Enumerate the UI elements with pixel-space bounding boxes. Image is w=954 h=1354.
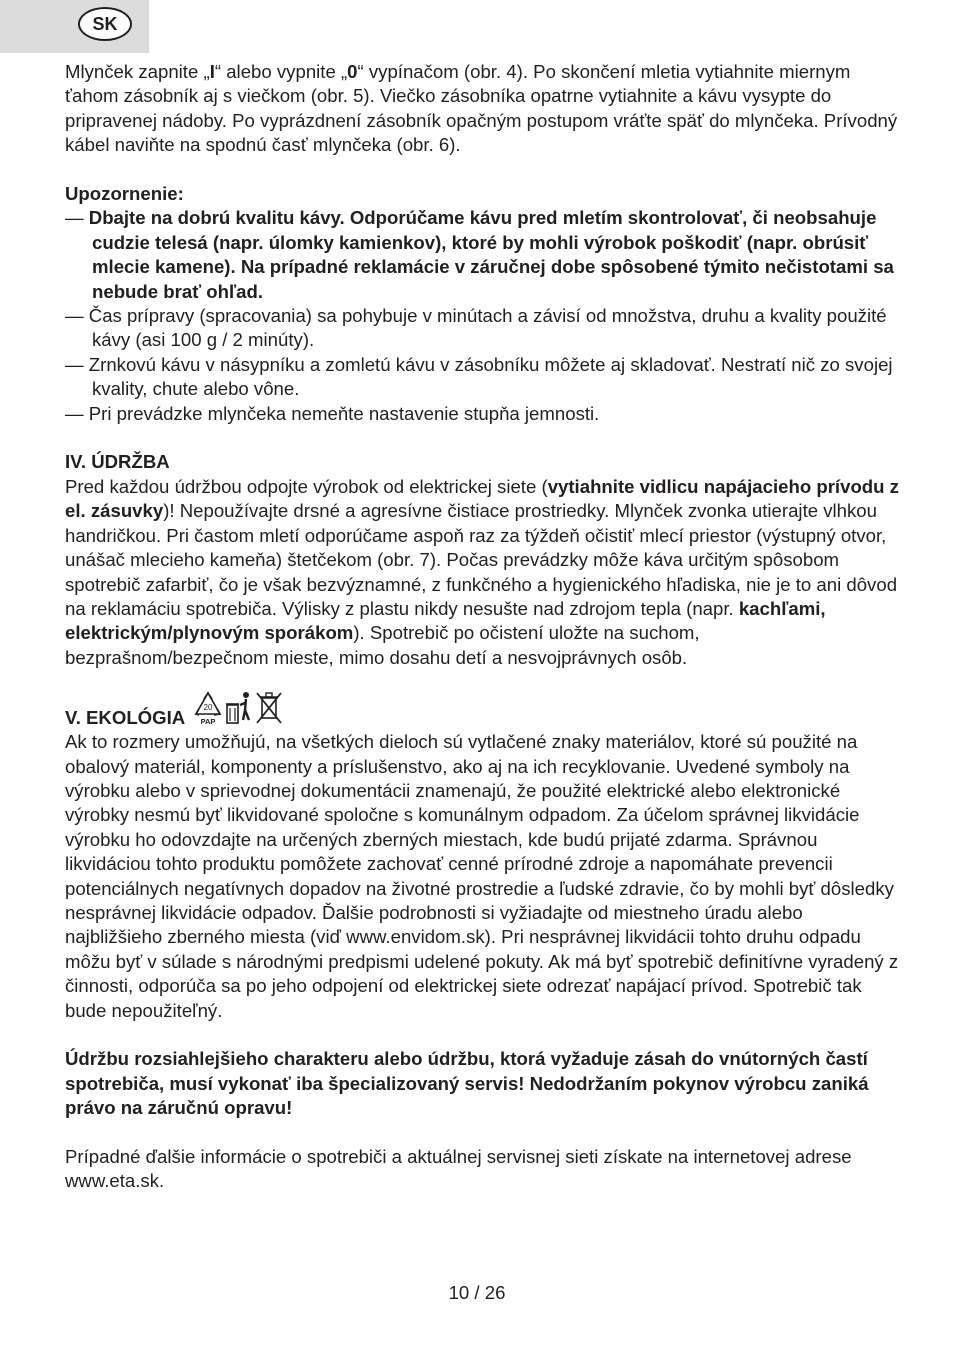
recycle-number: 20 [203,703,213,713]
intro-text-2: “ alebo vypnite „ [214,61,348,82]
maintenance-heat-note: kachľami, elektrickým/plynovým sporákom [65,597,826,644]
warning-item-text: Dbajte na dobrú kvalitu kávy. Odporúčame kávu pred mletím skontrolovať, či neobsahuje cudzie telesá (napr. úlomky kamienkov), ktoré by mohli výrobok poškodiť (napr. obrúsiť mlecie kamene). Na prípadné reklamácie v záručnej dobe spôsobené týmito nečistotami sa nebude brať ohľad. [88,207,894,302]
warning-heading: Upozornenie: [65,183,184,205]
page-content [65,60,901,1194]
warning-item-text: Čas prípravy (spracovania) sa pohybuje v minútach a závisí od množstva, druhu a kvality použité kávy (asi 100 g / 2 minúty). [88,305,887,351]
warning-item-coffee-quality [65,206,901,304]
maintenance-text-1: Pred každou údržbou odpojte výrobok od elektrickej siete ( [65,475,548,497]
warning-item-text: Zrnkovú kávu v násypníku a zomletú kávu v zásobníku môžete aj skladovať. Nestratí nič zo svojej kvality, chute alebo vône. [88,353,893,400]
warning-item-storage [65,353,901,402]
intro-text-1: Mlynček zapnite „ [65,61,210,82]
warning-item-prep-time [65,304,901,353]
language-code: SK [92,13,118,34]
maintenance-text-2: )! Nepoužívajte drsné a agresívne čistiace prostriedky. Mlynček zvonka utierajte vlhkou handričkou. Pri častom mletí odporúčame aspoň raz za týždeň očistiť mlecí priestor (výstupný otvor, unášač mlecieho kameňa) štetčekom (obr. 7). Počas prevádzky môže káva určitým spôsobom spotrebič zafarbiť, čo je však bezvýznamné, z funkčného a hygienického hľadiska, nie je to ani dôvod na reklamáciu spotrebiča. Výlisky z plastu nikdy nesušte nad zdrojom tepla (napr. [65,500,898,619]
language-badge [78,7,132,41]
ecology-heading: V. EKOLÓGIA [65,706,186,728]
recycle-pap-icon [193,690,223,726]
maintenance-text-3: ). Spotrebič po očistení uložte na suchom, bezprašnom/bezpečnom mieste, mimo dosahu detí a nesvojprávnych osôb. [65,622,700,668]
warning-item-text: Pri prevádzke mlynčeka nemeňte nastavenie stupňa jemnosti. [88,402,600,424]
recycle-material-code: PAP [200,717,216,727]
switch-off-symbol: 0 [347,61,358,82]
ecology-heading-row [65,690,901,730]
page-number: 10 / 26 [448,1282,506,1303]
language-tab [0,0,149,53]
tidyman-bin-icon [225,690,253,726]
info-paragraph: Prípadné ďalšie informácie o spotrebiči a aktuálnej servisnej sieti získate na internetovej adrese www.eta.sk. [65,1146,852,1192]
intro-text-3: “ vypínačom (obr. 4). Po skončení mletia vytiahnite miernym ťahom zásobník aj s viečkom (obr. 5). Viečko zásobníka opatrne vytiahnite a kávu vysypte do pripravenej nádoby. Po vyprázdnení zásobník opačným postupom vráťte späť do mlynčeka. Prívodný kábel naviňte na spodnú časť mlynčeka (obr. 6). [65,61,898,156]
maintenance-unplug-note: vytiahnite vidlicu napájacieho prívodu z el. zásuvky [65,475,899,522]
warning-list [65,206,901,426]
ecology-paragraph: Ak to rozmery umožňujú, na všetkých dieloch sú vytlačené znaky materiálov, ktoré sú použité na obalový materiál, komponenty a príslušenstvo, ako aj na ich recyklovanie. Uvedené symboly na výrobku alebo v sprievodnej dokumentácii znamenajú, že použité elektrické alebo elektronické výrobky nesmú byť likvidované spoločne s komunálnym odpadom. Za účelom správnej likvidácie výrobku ho odovzdajte na určených zberných miestach, kde budú prijaté zdarma. Správnou likvidáciou tohto produktu pomôžete zachovať cenné prírodné zdroje a napomáhate prevencii potenciálnych negatívnych dopadov na životné prostredie a ľudské zdravie, čo by mohli byť dôsledky nesprávnej likvidácie odpadov. Ďalšie podrobnosti si vyžiadajte od miestneho úradu alebo najbližšieho zberného miesta (viď www.envidom.sk). Pri nesprávnej likvidácii tohto druhu odpadu môžu byť v súlade s národnými predpismi udelené pokuty. Ak má byť spotrebič definitívne vyradený z činnosti, odporúča sa po jeho odpojení od elektrickej siete odrezať napájací prívod. Spotrebič tak bude nepoužiteľný. [65,731,899,1021]
maintenance-heading: IV. ÚDRŽBA [65,451,170,473]
switch-on-symbol: I [209,61,215,82]
warning-item-fineness [65,402,901,426]
maintenance-paragraph [65,475,901,670]
ecology-icons [193,690,283,726]
crossed-out-bin-icon [255,690,283,726]
intro-paragraph [65,60,901,158]
service-warning: Údržbu rozsiahlejšieho charakteru alebo údržbu, ktorá vyžaduje zásah do vnútorných častí spotrebiča, musí vykonať iba špecializovaný servis! Nedodržaním pokynov výrobcu zaniká právo na záručnú opravu! [65,1048,869,1119]
